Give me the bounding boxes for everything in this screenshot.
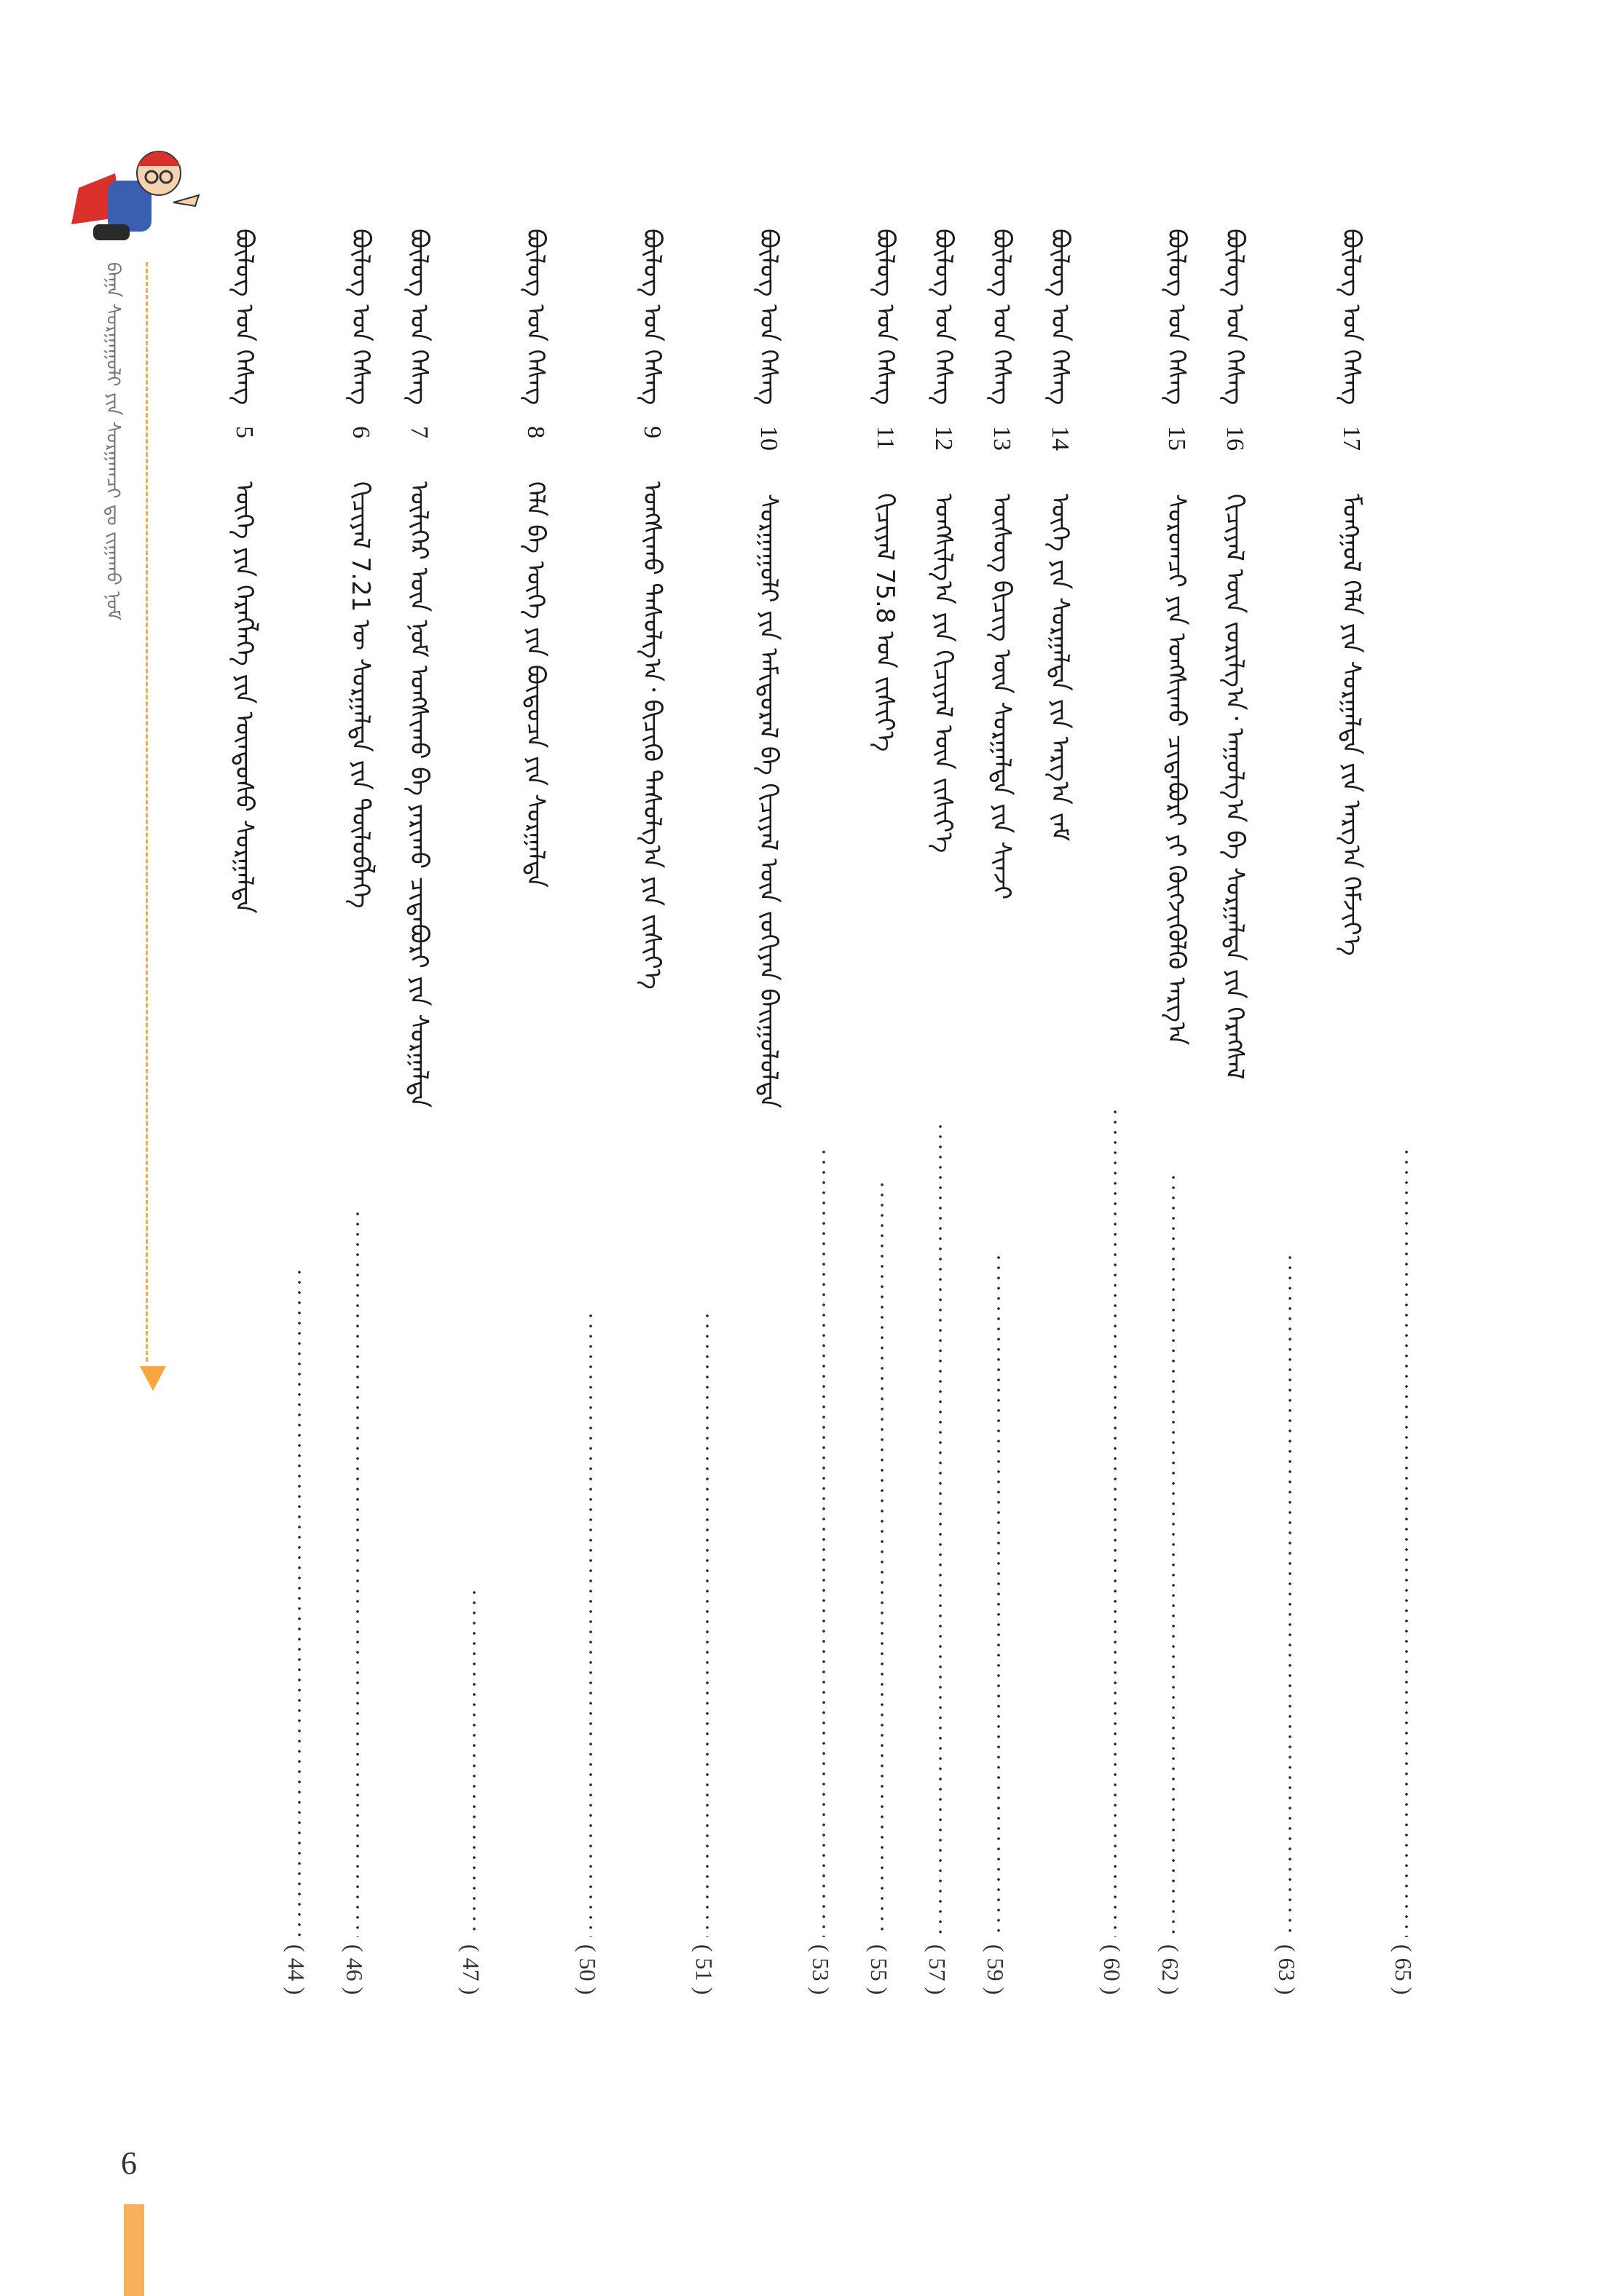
dot-leader	[880, 1180, 884, 1937]
page-reference: ( 59 )	[983, 1944, 1009, 1995]
chapter-title: ᠦᠯᠢᠭᠡᠷ ᠦᠨ ᠨᠣᠮ ᠤᠩᠰᠢᠬᠤ ᠪᠠ ᠶᠠᠷᠢᠬᠤ ᠴᠢᠳᠠᠪᠤᠷᠢ ᠶᠢᠨ ᠰᠤᠷᠭᠠᠯᠲᠠ	[404, 481, 433, 1108]
page-reference: ( 47 )	[458, 1944, 484, 1995]
dot-leader	[1404, 1147, 1409, 1937]
toc-entry[interactable]: ᠪᠦᠯᠦᠭ ᠤᠨ ᠬᠡᠰᠡᠭ 5 ᠦᠭᠡ ᠶᠢᠨ ᠬᠡᠷᠡᠭᠯᠡᠭᠡ ᠶᠢᠨ ᠦᠨᠳᠦᠰᠦ ᠰᠤᠷᠭᠠᠯᠲᠠ	[229, 229, 259, 914]
dot-leader	[996, 1252, 1001, 1937]
page-reference: ( 63 )	[1274, 1944, 1300, 1995]
toc-entry[interactable]: ᠪᠦᠯᠦᠭ ᠤᠨ ᠬᠡᠰᠡᠭ 11 ᠬᠢᠴᠢᠶᠡᠯ 75.8 ᠤᠨ ᠵᠢᠱᠢᠶ᠎ᠡ	[870, 229, 900, 751]
chapter-title: ᠤᠩᠰᠢᠬᠤ ᠳᠠᠰᠤᠯᠭ᠎ᠠ᠂ ᠪᠢᠴᠢᠬᠦ ᠳᠠᠰᠤᠯᠭ᠎ᠠ ᠶᠢᠨ ᠵᠢᠱᠢᠶ᠎ᠡ	[637, 481, 666, 990]
flying-boy-mascot-icon	[71, 151, 199, 240]
page-reference: ( 50 )	[575, 1944, 601, 1995]
toc-entry[interactable]: ᠪᠦᠯᠦᠭ ᠤᠨ ᠬᠡᠰᠡᠭ 13 ᠦᠰᠦᠭ ᠪᠢᠴᠢᠭ ᠦᠨ ᠰᠤᠷᠭᠠᠯᠲᠠ ᠶᠢᠨ ᠰᠢᠨᠵᠢ	[987, 229, 1016, 900]
dot-leader	[1288, 1252, 1292, 1937]
dot-leader	[472, 1587, 476, 1937]
chapter-number: 15	[1163, 426, 1190, 451]
page-reference: ( 55 )	[866, 1944, 892, 1995]
dot-leader	[1113, 1107, 1117, 1937]
page-reference: ( 51 )	[691, 1944, 717, 1995]
page-number: 6	[121, 2145, 137, 2181]
dot-leader	[938, 1121, 943, 1937]
page-reference: ( 60 )	[1099, 1944, 1125, 1995]
chapter-number: 16	[1221, 426, 1248, 451]
page-reference: ( 44 )	[283, 1944, 310, 1995]
toc-entry[interactable]: ᠪᠦᠯᠦᠭ ᠤᠨ ᠬᠡᠰᠡᠭ 12 ᠤᠩᠰᠢᠯᠭ᠎ᠠ ᠶᠢᠨ ᠬᠢᠴᠢᠶᠡᠯ ᠦᠨ ᠵᠢᠱᠢᠶ᠎ᠡ	[929, 229, 958, 853]
chapter-title: ᠤᠩᠰᠢᠯᠭ᠎ᠠ ᠶᠢᠨ ᠬᠢᠴᠢᠶᠡᠯ ᠦᠨ ᠵᠢᠱᠢᠶ᠎ᠡ	[929, 493, 958, 853]
chapter-number: 8	[522, 426, 549, 439]
dot-leader	[1171, 1172, 1176, 1937]
dot-leader	[705, 1311, 709, 1937]
chapter-number: 12	[930, 426, 957, 451]
chapter-number: 6	[347, 426, 374, 439]
chapter-title: ᠦᠰᠦᠭ ᠪᠢᠴᠢᠭ ᠦᠨ ᠰᠤᠷᠭᠠᠯᠲᠠ ᠶᠢᠨ ᠰᠢᠨᠵᠢ	[987, 493, 1016, 900]
toc-entry[interactable]: ᠪᠦᠯᠦᠭ ᠤᠨ ᠬᠡᠰᠡᠭ 8 ᠬᠡᠯᠡ ᠪᠠ ᠦᠭᠡ ᠶᠢᠨ ᠪᠦᠲᠦᠴᠡ ᠶᠢᠨ ᠰᠤᠷᠭᠠᠯᠲᠠ	[521, 229, 550, 888]
chapter-number: 17	[1338, 426, 1365, 451]
toc-entry[interactable]: ᠪᠦᠯᠦᠭ ᠤᠨ ᠬᠡᠰᠡᠭ 16 ᠬᠢᠴᠢᠶᠡᠯ ᠦᠨ ᠵᠣᠷᠢᠯᠭ᠎ᠠ᠂ ᠠᠭᠤᠯᠭ᠎ᠠ ᠪᠠ ᠰᠤᠷᠭᠠᠯᠲᠠ ᠶᠢᠨ ᠬᠡᠷᠡᠭᠰᠡᠯ	[1220, 229, 1249, 1080]
chapter-number: 5	[231, 426, 258, 439]
chapter-title: ᠦᠭᠡ ᠶᠢᠨ ᠰᠤᠷᠭᠠᠯᠲᠠ ᠶᠢᠨ ᠠᠷᠭ᠎ᠠ ᠵᠠᠮ	[1045, 493, 1074, 842]
toc-entry[interactable]: ᠪᠦᠯᠦᠭ ᠤᠨ ᠬᠡᠰᠡᠭ 10 ᠰᠤᠷᠭᠠᠭᠤᠯᠢ ᠶᠢᠨ ᠠᠮᠢᠳᠤᠷᠠᠯ ᠪᠠ ᠬᠢᠴᠢᠶᠡᠯ ᠦᠨ ᠵᠣᠬᠢᠶᠠᠨ ᠪᠠᠢᠭᠤᠯᠤᠯᠲᠠ	[754, 229, 783, 1108]
toc-entry[interactable]: ᠪᠦᠯᠦᠭ ᠤᠨ ᠬᠡᠰᠡᠭ 9 ᠤᠩᠰᠢᠬᠤ ᠳᠠᠰᠤᠯᠭ᠎ᠠ᠂ ᠪᠢᠴᠢᠬᠦ ᠳᠠᠰᠤᠯᠭ᠎ᠠ ᠶᠢᠨ ᠵᠢᠱᠢᠶ᠎ᠡ	[637, 229, 666, 990]
chapter-title: ᠬᠢᠴᠢᠶᠡᠯ ᠦᠨ ᠵᠣᠷᠢᠯᠭ᠎ᠠ᠂ ᠠᠭᠤᠯᠭ᠎ᠠ ᠪᠠ ᠰᠤᠷᠭᠠᠯᠲᠠ ᠶᠢᠨ ᠬᠡᠷᠡᠭᠰᠡᠯ	[1220, 493, 1249, 1080]
chapter-title: ᠬᠡᠯᠡ ᠪᠠ ᠦᠭᠡ ᠶᠢᠨ ᠪᠦᠲᠦᠴᠡ ᠶᠢᠨ ᠰᠤᠷᠭᠠᠯᠲᠠ	[521, 481, 550, 888]
chapter-number: 10	[755, 426, 782, 451]
dot-leader	[822, 1147, 826, 1937]
page-reference: ( 62 )	[1157, 1944, 1184, 1995]
toc-entry[interactable]: ᠪᠦᠯᠦᠭ ᠤᠨ ᠬᠡᠰᠡᠭ 15 ᠰᠤᠷᠤᠭᠴᠢ ᠶᠢᠨ ᠤᠩᠰᠢᠬᠤ ᠴᠢᠳᠠᠪᠤᠷᠢ ᠶᠢ ᠬᠦᠭᠵᠢᠭᠦᠯᠬᠦ ᠠᠷᠭ᠎ᠠ	[1162, 229, 1191, 1046]
page-edge-tab	[124, 2204, 144, 2296]
chapter-number: 11	[872, 426, 899, 450]
chapter-number: 13	[988, 426, 1015, 451]
chapter-title: ᠬᠢᠴᠢᠶᠡᠯ 7.21 ᠦ ᠰᠤᠷᠭᠠᠯᠲᠠ ᠶᠢᠨ ᠲᠥᠯᠥᠪᠯᠡᠭᠡ	[346, 481, 375, 909]
chapter-title: ᠰᠤᠷᠤᠭᠴᠢ ᠶᠢᠨ ᠤᠩᠰᠢᠬᠤ ᠴᠢᠳᠠᠪᠤᠷᠢ ᠶᠢ ᠬᠦᠭᠵᠢᠭᠦᠯᠬᠦ ᠠᠷᠭ᠎ᠠ	[1162, 493, 1191, 1046]
toc-entry[interactable]: ᠪᠦᠯᠦᠭ ᠤᠨ ᠬᠡᠰᠡᠭ 14 ᠦᠭᠡ ᠶᠢᠨ ᠰᠤᠷᠭᠠᠯᠲᠠ ᠶᠢᠨ ᠠᠷᠭ᠎ᠠ ᠵᠠᠮ	[1045, 229, 1074, 842]
chapter-title: ᠬᠢᠴᠢᠶᠡᠯ 75.8 ᠤᠨ ᠵᠢᠱᠢᠶ᠎ᠡ	[870, 492, 900, 751]
chapter-title: ᠮᠣᠩᠭᠣᠯ ᠬᠡᠯᠡ ᠶᠢᠨ ᠰᠤᠷᠭᠠᠯᠲᠠ ᠶᠢᠨ ᠠᠷᠭ᠎ᠠ ᠬᠡᠮᠵᠢᠶ᠎ᠡ	[1337, 493, 1366, 956]
triangle-arrow-icon	[140, 1366, 166, 1391]
chapter-number: 14	[1047, 426, 1074, 451]
dot-leader	[589, 1311, 593, 1937]
page-reference: ( 46 )	[342, 1944, 368, 1995]
dot-leader	[297, 1267, 302, 1937]
chapter-number: 7	[406, 426, 433, 439]
chapter-title: ᠦᠭᠡ ᠶᠢᠨ ᠬᠡᠷᠡᠭᠯᠡᠭᠡ ᠶᠢᠨ ᠦᠨᠳᠦᠰᠦ ᠰᠤᠷᠭᠠᠯᠲᠠ	[229, 481, 259, 914]
chapter-number: 9	[639, 426, 666, 439]
book-subtitle: ᠪᠠᠭᠠ ᠰᠤᠷᠭᠠᠭᠤᠯᠢ ᠶᠢᠨ ᠰᠤᠷᠭᠠᠭᠴᠢ ᠳᠤ ᠵᠢᠭᠠᠬᠤ ᠨᠣᠮ	[102, 262, 124, 620]
page-reference: ( 53 )	[808, 1944, 834, 1995]
dashed-guide-line	[146, 262, 148, 1362]
page-reference: ( 57 )	[924, 1944, 951, 1995]
toc-entry[interactable]: ᠪᠦᠯᠦᠭ ᠤᠨ ᠬᠡᠰᠡᠭ 7 ᠦᠯᠢᠭᠡᠷ ᠦᠨ ᠨᠣᠮ ᠤᠩᠰᠢᠬᠤ ᠪᠠ ᠶᠠᠷᠢᠬᠤ ᠴᠢᠳᠠᠪᠤᠷᠢ ᠶᠢᠨ ᠰᠤᠷᠭᠠᠯᠲᠠ	[404, 229, 433, 1108]
mascot-illustration	[64, 137, 210, 275]
dot-leader	[355, 1209, 360, 1937]
page-reference: ( 65 )	[1390, 1944, 1417, 1995]
chapter-title: ᠰᠤᠷᠭᠠᠭᠤᠯᠢ ᠶᠢᠨ ᠠᠮᠢᠳᠤᠷᠠᠯ ᠪᠠ ᠬᠢᠴᠢᠶᠡᠯ ᠦᠨ ᠵᠣᠬᠢᠶᠠᠨ ᠪᠠᠢᠭᠤᠯᠤᠯᠲᠠ	[754, 493, 783, 1108]
toc-entry[interactable]: ᠪᠦᠯᠦᠭ ᠤᠨ ᠬᠡᠰᠡᠭ 17 ᠮᠣᠩᠭᠣᠯ ᠬᠡᠯᠡ ᠶᠢᠨ ᠰᠤᠷᠭᠠᠯᠲᠠ ᠶᠢᠨ ᠠᠷᠭ᠎ᠠ ᠬᠡᠮᠵᠢᠶ᠎ᠡ	[1337, 229, 1366, 956]
toc-entry[interactable]: ᠪᠦᠯᠦᠭ ᠤᠨ ᠬᠡᠰᠡᠭ 6 ᠬᠢᠴᠢᠶᠡᠯ 7.21 ᠦ ᠰᠤᠷᠭᠠᠯᠲᠠ ᠶᠢᠨ ᠲᠥᠯᠥᠪᠯᠡᠭᠡ	[346, 229, 375, 909]
